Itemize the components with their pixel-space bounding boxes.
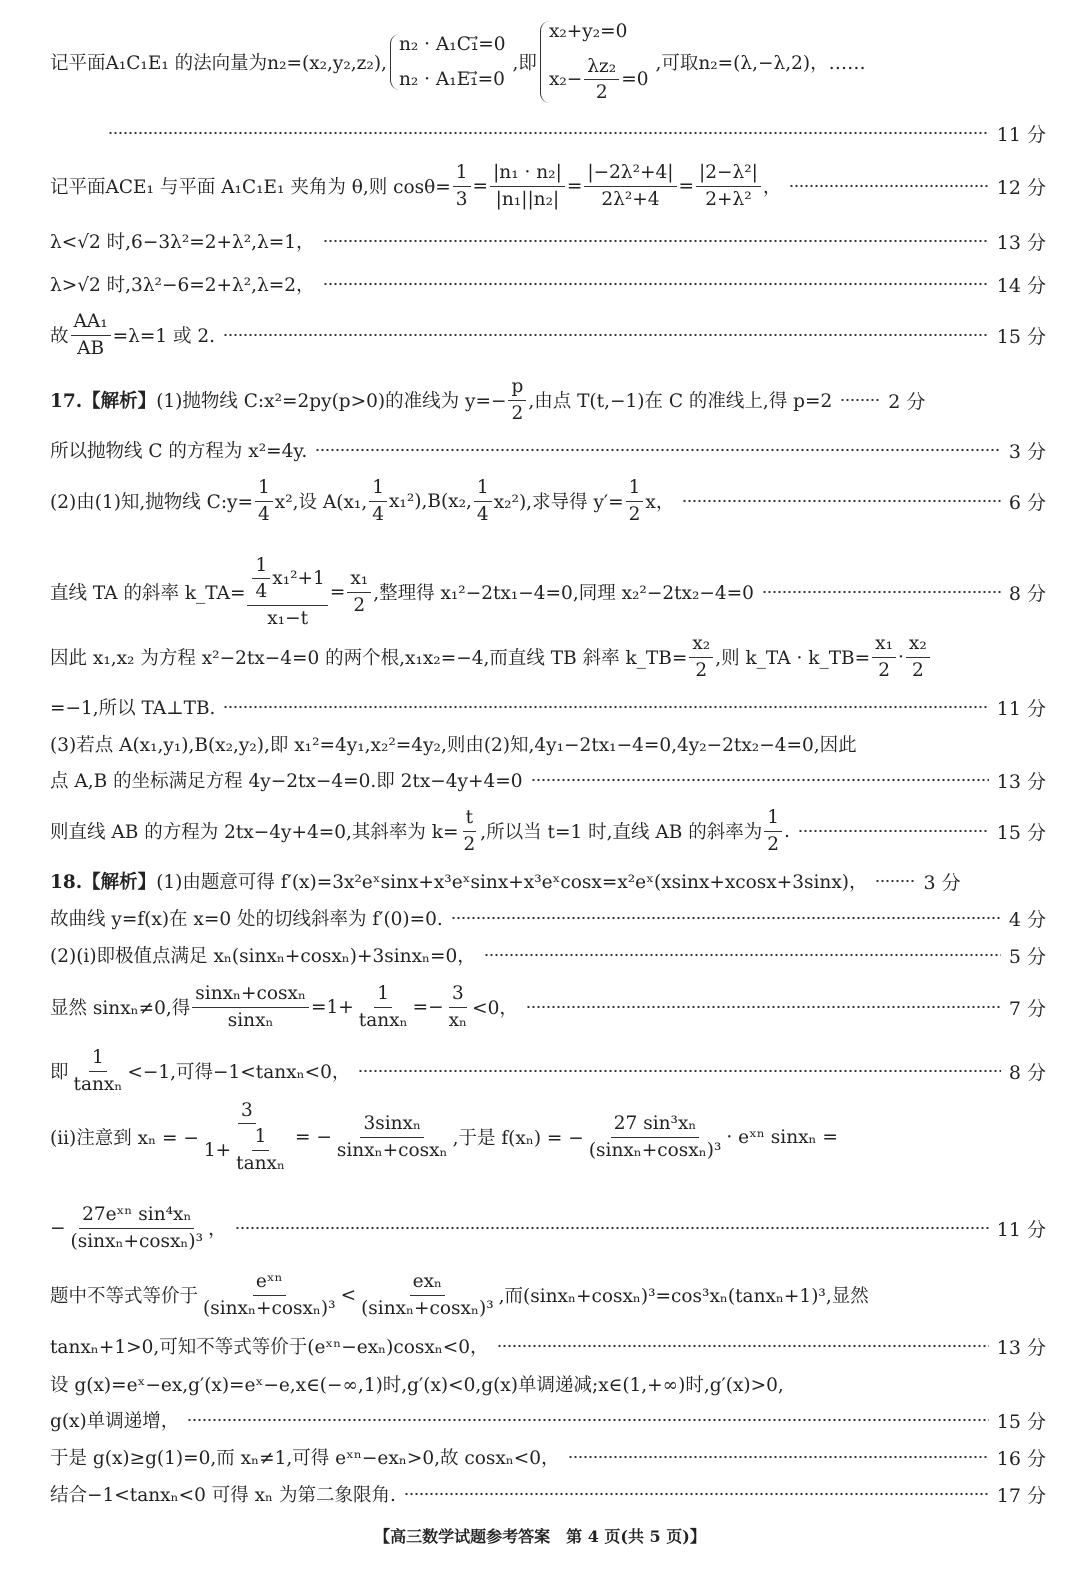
score-label: 13 分 xyxy=(996,231,1046,254)
numerator xyxy=(347,568,371,592)
math-text: 27eˣⁿ sin⁴xₙ xyxy=(82,1204,192,1226)
math-text: g(x)单调递增， xyxy=(50,1411,180,1432)
fraction xyxy=(334,1113,451,1161)
solution-line xyxy=(50,555,1046,629)
math-text: x₂ xyxy=(692,633,711,655)
denominator xyxy=(201,1124,293,1174)
numerator xyxy=(410,1271,445,1295)
math-text: ,由点 T(t,−1)在 C 的准线上,得 p=2 xyxy=(528,391,833,412)
math-text: (ii)注意到 xₙ = − xyxy=(50,1128,199,1149)
numerator xyxy=(696,162,761,186)
score-label: 6 分 xyxy=(1008,491,1046,514)
score-label: 14 分 xyxy=(996,274,1046,297)
denominator xyxy=(233,1151,288,1174)
math-text: x₁−t xyxy=(267,607,309,629)
dot-leader xyxy=(526,1005,1001,1009)
solution-line xyxy=(50,977,1046,1037)
numerator xyxy=(374,983,392,1007)
dot-leader xyxy=(789,184,988,188)
score-label: 8 分 xyxy=(1008,1061,1046,1084)
dot-leader xyxy=(323,239,989,243)
numerator xyxy=(584,56,619,80)
math-text: x₁²+1 xyxy=(272,568,325,590)
numerator xyxy=(238,1100,256,1124)
math-text: x₂+y₂=0 xyxy=(548,20,628,42)
numerator xyxy=(872,633,896,657)
numerator xyxy=(906,633,930,657)
math-text: 2 xyxy=(767,833,779,855)
dot-leader xyxy=(451,916,1001,920)
math-text: x²,设 A(x₁, xyxy=(274,492,368,513)
math-text: − xyxy=(50,1217,66,1239)
math-text: 3 xyxy=(451,983,464,1005)
score-label: 7 分 xyxy=(1008,997,1046,1020)
math-text: xₙ xyxy=(448,1009,468,1031)
numerator xyxy=(79,1204,194,1228)
math-text: (2)由(1)知,抛物线 C:y= xyxy=(50,492,254,513)
fraction xyxy=(358,1271,497,1319)
math-text: 4 xyxy=(476,503,489,525)
system-row xyxy=(399,69,506,90)
denominator xyxy=(74,336,107,359)
math-text: x₁ xyxy=(875,633,894,655)
math-text: 点 A,B 的坐标满足方程 4y−2tx−4=0.即 2tx−4y+4=0 xyxy=(50,771,523,792)
math-text: 2 xyxy=(695,659,708,681)
fraction xyxy=(347,568,371,616)
math-text: sinxₙ+cosxₙ xyxy=(195,983,306,1005)
math-text: x₂ xyxy=(908,633,927,655)
math-text: ,整理得 x₁²−2tx₁−4=0,同理 x₂²−2tx₂−4=0 xyxy=(373,583,754,604)
numerator xyxy=(71,311,111,335)
score-label: 16 分 xyxy=(996,1447,1046,1470)
math-text: ,所以当 t=1 时,直线 AB 的斜率为 xyxy=(480,822,763,843)
math-text: = xyxy=(472,175,489,197)
math-text: =1+ xyxy=(311,996,354,1018)
math-text: 4 xyxy=(255,581,268,603)
denominator xyxy=(350,593,368,616)
math-text: n₂ · A₁E₁⃗=0 xyxy=(398,69,505,90)
fraction xyxy=(460,807,478,855)
dot-leader xyxy=(358,1069,1001,1073)
score-label: 11 分 xyxy=(996,123,1046,146)
math-text: (1)由题意可得 f′(x)=3x²eˣsinx+x³eˣsinx+x³eˣcosx=x²eˣ(xsinx+xcosx+3sinx)， xyxy=(156,872,868,893)
math-text: 1 xyxy=(767,807,779,829)
math-text: x₁²),B(x₂, xyxy=(389,490,472,512)
denominator xyxy=(71,1072,126,1095)
math-text: |n₁ · n₂| xyxy=(493,162,562,184)
denominator xyxy=(68,1229,207,1252)
numerator xyxy=(626,477,644,501)
denominator xyxy=(225,1008,277,1031)
numerator xyxy=(360,1113,424,1137)
math-text: 3 xyxy=(241,1100,253,1122)
dot-leader xyxy=(108,131,989,135)
math-text: (sinxₙ+cosxₙ)³ xyxy=(70,1230,204,1252)
math-text: 27 sin³xₙ xyxy=(613,1113,697,1135)
math-text: 于是 g(x)≥g(1)=0,而 xₙ≠1,可得 eˣⁿ−exₙ>0,故 cosxₙ<0， xyxy=(50,1448,560,1469)
math-text: · xyxy=(898,646,904,668)
numerator xyxy=(252,555,270,579)
dot-leader xyxy=(187,1418,989,1422)
fraction xyxy=(474,477,492,525)
math-text: 4 xyxy=(258,503,270,525)
fraction xyxy=(689,633,713,681)
math-text: 3 xyxy=(455,188,468,210)
denominator xyxy=(593,80,611,103)
math-text: =− xyxy=(412,996,444,1018)
math-text: tanxₙ xyxy=(358,1009,408,1031)
math-text: · eˣⁿ sinxₙ = xyxy=(726,1126,838,1148)
numerator xyxy=(253,1271,286,1295)
math-text: 2 xyxy=(353,594,366,616)
math-text: AA₁ xyxy=(73,311,108,333)
math-text: tanxₙ+1>0,可知不等式等价于(eˣⁿ−exₙ)cosxₙ<0， xyxy=(50,1337,489,1358)
math-text: sinxₙ xyxy=(227,1009,274,1031)
math-text: p xyxy=(511,376,524,398)
math-text: <−1,可得−1<tanxₙ<0， xyxy=(127,1062,351,1083)
score-label: 3 分 xyxy=(923,871,961,894)
math-text: n₂ · A₁C₁⃗=0 xyxy=(398,34,506,55)
dot-leader xyxy=(682,499,1001,503)
fraction xyxy=(201,1100,293,1174)
solution-line xyxy=(50,1100,1046,1174)
denominator xyxy=(446,1008,470,1031)
solution-line xyxy=(50,1041,1046,1101)
math-text: |−2λ²+4| xyxy=(587,162,674,184)
math-text: = xyxy=(678,175,695,197)
fraction xyxy=(490,162,565,210)
page-footer: 【高三数学试题参考答案 第 4 页(共 5 页)】 xyxy=(374,1527,706,1546)
math-text: =λ=1 或 2. xyxy=(112,326,216,347)
denominator xyxy=(493,187,563,210)
dot-leader xyxy=(404,1492,989,1496)
fraction xyxy=(233,1126,288,1174)
fraction xyxy=(626,477,644,525)
fraction xyxy=(68,1204,207,1252)
fraction xyxy=(255,477,273,525)
math-text: |n₁||n₂| xyxy=(495,188,560,210)
math-text: 结合−1<tanxₙ<0 可得 xₙ 为第二象限角. xyxy=(50,1485,396,1506)
solution-line xyxy=(100,103,1046,163)
numerator xyxy=(255,477,273,501)
dot-leader xyxy=(315,448,1001,452)
equation-system xyxy=(390,34,510,90)
math-text: 2 xyxy=(595,82,608,103)
system-row xyxy=(549,56,649,104)
math-text: ， xyxy=(762,177,782,198)
numerator xyxy=(247,555,327,606)
math-text: 2+λ² xyxy=(705,188,752,210)
math-text: = xyxy=(329,581,346,603)
denominator xyxy=(264,606,311,629)
solution-line xyxy=(50,471,1046,531)
fraction xyxy=(252,555,270,603)
math-text: 1 xyxy=(254,1126,267,1148)
math-text: (2)(i)即极值点满足 xₙ(sinxₙ+cosxₙ)+3sinxₙ=0， xyxy=(50,946,476,967)
math-text: 所以抛物线 C 的方程为 x²=4y. xyxy=(50,441,308,462)
math-text: 1+ xyxy=(203,1139,232,1161)
math-text: 1 xyxy=(628,477,641,499)
math-text: 1 xyxy=(92,1047,104,1069)
denominator xyxy=(702,187,754,210)
fraction xyxy=(71,311,111,359)
section-label: 18.【解析】 xyxy=(50,872,157,893)
dot-leader xyxy=(497,1344,989,1348)
math-text: ,即 xyxy=(512,53,537,74)
score-label: 15 分 xyxy=(996,325,1046,348)
score-label: 12 分 xyxy=(996,176,1046,199)
math-text: exₙ xyxy=(412,1271,443,1293)
math-text: 1 xyxy=(258,477,270,499)
numerator xyxy=(508,376,526,400)
math-text: 2 xyxy=(878,659,890,681)
fraction xyxy=(906,633,930,681)
math-text: (3)若点 A(x₁,y₁),B(x₂,y₂),即 x₁²=4y₁,x₂²=4y₂,则由(2)知,4y₁−2tx₁−4=0,4y₂−2tx₂−4=0,因此 xyxy=(50,735,857,756)
math-text: <0， xyxy=(472,998,518,1019)
dot-leader xyxy=(323,282,989,286)
fraction xyxy=(453,162,471,210)
score-label: 11 分 xyxy=(996,1218,1046,1241)
math-text: = xyxy=(566,175,583,197)
math-text: sinxₙ+cosxₙ xyxy=(336,1139,448,1161)
math-text: λ>√2 时,3λ²−6=2+λ²,λ=2， xyxy=(50,275,315,296)
numerator xyxy=(89,1047,107,1071)
numerator xyxy=(611,1113,700,1137)
math-text: 显然 sinxₙ≠0,得 xyxy=(50,998,191,1019)
math-text: 即 xyxy=(50,1062,69,1083)
math-text: 设 g(x)=eˣ−ex,g′(x)=eˣ−e,x∈(−∞,1)时,g′(x)<0,g(x)单调递减;x∈(1,+∞)时,g′(x)>0, xyxy=(50,1375,784,1396)
dot-leader xyxy=(762,590,1001,594)
numerator xyxy=(449,983,467,1007)
math-text: 2 xyxy=(511,402,524,424)
math-text: = − xyxy=(294,1126,332,1148)
numerator xyxy=(490,162,565,186)
denominator xyxy=(453,187,471,210)
score-label: 13 分 xyxy=(996,770,1046,793)
denominator xyxy=(626,502,644,525)
math-text: 1 xyxy=(455,162,468,184)
math-text: 题中不等式等价于 xyxy=(50,1286,199,1307)
denominator xyxy=(252,579,270,602)
math-text: =−1,所以 TA⊥TB. xyxy=(50,698,216,719)
numerator xyxy=(474,477,492,501)
score-label: 3 分 xyxy=(1008,440,1046,463)
math-text: λz₂ xyxy=(587,55,617,77)
score-label: 5 分 xyxy=(1008,945,1046,968)
denominator xyxy=(334,1138,451,1161)
score-label: 15 分 xyxy=(996,821,1046,844)
numerator xyxy=(463,807,476,831)
solution-line xyxy=(50,925,1046,985)
math-text: x₁ xyxy=(350,568,369,590)
numerator xyxy=(252,1126,270,1150)
denominator xyxy=(586,1138,725,1161)
score-label: 13 分 xyxy=(996,1336,1046,1359)
score-label: 8 分 xyxy=(1008,582,1046,605)
fraction xyxy=(584,162,676,210)
numerator xyxy=(764,807,782,831)
dot-leader xyxy=(568,1455,989,1459)
fraction xyxy=(872,633,896,681)
math-text: λ<√2 时,6−3λ²=2+λ²,λ=1， xyxy=(50,232,315,253)
fraction xyxy=(369,477,387,525)
fraction xyxy=(356,983,411,1031)
math-text: tanxₙ xyxy=(236,1152,285,1174)
solution-line xyxy=(50,305,1046,365)
score-label: 15 分 xyxy=(996,1410,1046,1433)
fraction xyxy=(247,555,327,629)
math-text: 则直线 AB 的方程为 2tx−4y+4=0,其斜率为 k= xyxy=(50,822,459,843)
fraction xyxy=(200,1271,339,1319)
math-text: < xyxy=(340,1284,357,1306)
math-text: |2−λ²| xyxy=(699,162,758,184)
dot-leader xyxy=(223,333,989,337)
numerator xyxy=(192,983,309,1007)
math-text: AB xyxy=(77,337,105,359)
math-text: t xyxy=(465,807,474,829)
math-text: 2 xyxy=(911,659,924,681)
fraction xyxy=(446,983,470,1031)
fraction xyxy=(508,376,526,424)
denominator xyxy=(255,502,273,525)
math-text: 直线 TA 的斜率 k_TA= xyxy=(50,583,246,604)
dot-leader xyxy=(840,398,880,402)
math-text: 3sinxₙ xyxy=(363,1113,421,1135)
system-row xyxy=(549,21,649,42)
math-text: (1)抛物线 C:x²=2py(p>0)的准线为 y=− xyxy=(156,391,507,412)
fraction xyxy=(584,56,619,104)
score-label: 2 分 xyxy=(888,390,926,413)
fraction xyxy=(696,162,761,210)
denominator xyxy=(474,502,492,525)
solution-line xyxy=(50,156,1046,216)
math-text: 因此 x₁,x₂ 为方程 x²−2tx−4=0 的两个根,x₁x₂=−4,而直线 TB 斜率 k_TB= xyxy=(50,648,688,669)
math-text: 2 xyxy=(628,503,641,525)
solution-line xyxy=(50,1464,1046,1524)
math-text: (sinxₙ+cosxₙ)³ xyxy=(203,1297,336,1319)
fraction xyxy=(192,983,309,1031)
math-text: 1 xyxy=(372,477,384,499)
dot-leader xyxy=(798,829,989,833)
math-text: ,而(sinxₙ+cosxₙ)³=cos³xₙ(tanxₙ+1)³,显然 xyxy=(498,1286,869,1307)
math-text: 1 xyxy=(255,555,268,577)
dot-leader xyxy=(235,1226,989,1230)
math-text: eˣⁿ xyxy=(255,1271,283,1293)
math-text: 1 xyxy=(377,983,390,1005)
math-text: =0 xyxy=(621,69,649,90)
numerator xyxy=(453,162,471,186)
denominator xyxy=(369,502,387,525)
fraction xyxy=(764,807,782,855)
numerator xyxy=(369,477,387,501)
math-text: ,可取n₂=(λ,−λ,2)，…… xyxy=(655,53,866,74)
numerator xyxy=(584,162,676,186)
math-text: 记平面A₁C₁E₁ 的法向量为n₂=(x₂,y₂,z₂), xyxy=(50,53,387,74)
solution-line xyxy=(50,20,1046,103)
math-text: (sinxₙ+cosxₙ)³ xyxy=(588,1139,722,1161)
math-text: 记平面ACE₁ 与平面 A₁C₁E₁ 夹角为 θ,则 cosθ= xyxy=(50,177,451,198)
numerator xyxy=(689,633,713,657)
dot-leader xyxy=(875,879,915,883)
math-text: ,于是 f(xₙ) = − xyxy=(452,1128,584,1149)
dot-leader xyxy=(223,705,988,709)
dot-leader xyxy=(531,778,989,782)
score-label: 17 分 xyxy=(996,1484,1046,1507)
equation-system xyxy=(540,21,653,104)
math-text: 2 xyxy=(463,833,476,855)
fraction xyxy=(71,1047,126,1095)
math-text: x₂− xyxy=(548,69,583,90)
math-text: 1 xyxy=(476,477,489,499)
fraction xyxy=(586,1113,725,1161)
math-text: ， xyxy=(208,1219,227,1240)
score-label: 4 分 xyxy=(1008,908,1046,931)
denominator xyxy=(356,1008,411,1031)
system-row xyxy=(399,34,506,55)
math-text: 故 xyxy=(50,326,69,347)
math-text: (sinxₙ+cosxₙ)³ xyxy=(361,1297,494,1319)
math-text: x₂²),求导得 y′= xyxy=(493,492,624,513)
math-text: x， xyxy=(645,492,675,513)
math-text: . xyxy=(784,820,790,842)
math-text: ,则 k_TA · k_TB= xyxy=(715,648,871,669)
math-text: 2λ²+4 xyxy=(601,188,660,210)
math-text: tanxₙ xyxy=(73,1073,123,1095)
math-text: 故曲线 y=f(x)在 x=0 处的切线斜率为 f′(0)=0. xyxy=(50,909,443,930)
score-label: 11 分 xyxy=(996,697,1046,720)
section-label: 17.【解析】 xyxy=(50,391,157,412)
math-text: 4 xyxy=(372,503,384,525)
denominator xyxy=(598,187,662,210)
solution-line xyxy=(50,1198,1046,1258)
dot-leader xyxy=(484,953,1001,957)
